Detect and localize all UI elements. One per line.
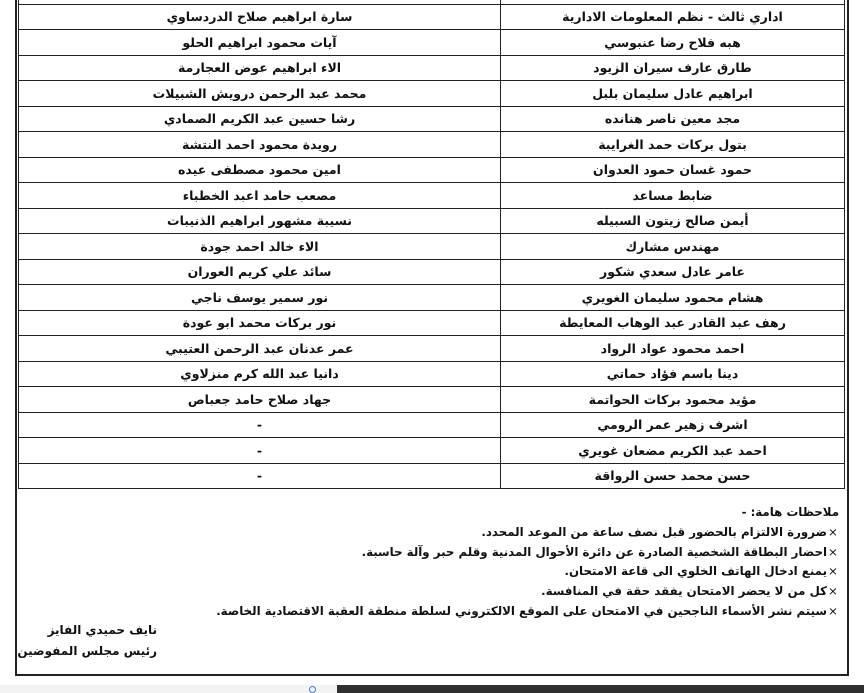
name-cell-left: - — [19, 412, 501, 438]
signatory-name: نايف حميدي الفايز — [47, 623, 157, 637]
table-row — [19, 387, 845, 413]
table-row — [19, 132, 845, 158]
name-cell-left: امين محمود مصطفى عيده — [19, 157, 501, 183]
name-cell-right: هشام محمود سليمان الغويري — [501, 285, 845, 311]
name-cell-right: حسن محمد حسن الرواقة — [501, 463, 845, 489]
document-sheet — [15, 0, 849, 676]
name-cell-right: احمد عبد الكريم مضعان غويري — [501, 438, 845, 464]
name-cell-left: جهاد صلاح حامد جعباص — [19, 387, 501, 413]
name-cell-left: سائد علي كريم العوران — [19, 259, 501, 285]
note-item — [24, 523, 839, 543]
name-cell-left: - — [19, 438, 501, 464]
name-cell-right: اشرف زهير عمر الرومي — [501, 412, 845, 438]
table-row — [19, 157, 845, 183]
name-cell-right: احمد محمود عواد الرواد — [501, 336, 845, 362]
name-cell-right: هبه فلاح رضا عنبوسي — [501, 30, 845, 56]
note-item — [24, 602, 839, 622]
name-cell-right: بتول بركات حمد الغرايبة — [501, 132, 845, 158]
viewer-dark-bar — [337, 685, 864, 693]
name-cell-left: الاء ابراهيم عوض العجارمة — [19, 55, 501, 81]
signatory-title: رئيس مجلس المفوضين — [17, 644, 157, 658]
table-row — [19, 438, 845, 464]
note-item — [24, 562, 839, 582]
name-cell-left: نور سمير يوسف ناجي — [19, 285, 501, 311]
table-row — [19, 463, 845, 489]
note-text: سيتم نشر الأسماء الناجحين في الامتحان على الموقع الالكتروني لسلطة منطقة العقبة الاقتصادية الخاصة. — [216, 603, 827, 618]
name-cell-right: اداري ثالث - نظم المعلومات الادارية — [501, 4, 845, 30]
note-text: كل من لا يحضر الامتحان يفقد حقة في المنافسة. — [541, 584, 827, 599]
names-table — [18, 0, 845, 489]
name-cell-left: رويدة محمود احمد النتشة — [19, 132, 501, 158]
table-row — [19, 285, 845, 311]
bullet-icon: × — [828, 584, 838, 599]
bullet-icon: × — [828, 564, 838, 579]
table-row — [19, 336, 845, 362]
circle-icon — [309, 686, 316, 693]
name-cell-left: الاء خالد احمد جودة — [19, 234, 501, 260]
table-row — [19, 4, 845, 30]
name-cell-left: سارة ابراهيم صلاح الدردساوي — [19, 4, 501, 30]
note-text: يمنع ادخال الهاتف الخلوي الى قاعة الامتحان. — [564, 564, 827, 579]
table-row — [19, 259, 845, 285]
name-cell-left: مصعب حامد اعبد الخطباء — [19, 183, 501, 209]
name-cell-right: ابراهيم عادل سليمان بلبل — [501, 81, 845, 107]
name-cell-left: - — [19, 463, 501, 489]
table-row — [19, 234, 845, 260]
notes-section — [24, 503, 839, 622]
notes-list — [24, 523, 839, 622]
name-cell-right: مجد معين ناصر هنانده — [501, 106, 845, 132]
name-cell-right: طارق عارف سيران الزيود — [501, 55, 845, 81]
bullet-icon: × — [828, 603, 838, 618]
note-text: احضار البطاقة الشخصية الصادرة عن دائرة الأحوال المدنية وقلم حبر وآلة حاسبة. — [361, 544, 827, 559]
names-table-body — [19, 0, 845, 489]
name-cell-left: عمر عدنان عبد الرحمن العتيبي — [19, 336, 501, 362]
name-cell-right: أيمن صالح زيتون السبيله — [501, 208, 845, 234]
bullet-icon: × — [828, 524, 838, 539]
name-cell-right: حمود غسان حمود العدوان — [501, 157, 845, 183]
table-row — [19, 412, 845, 438]
signature-block — [17, 620, 157, 662]
note-text: ضرورة الالتزام بالحضور قبل نصف ساعة من الموعد المحدد. — [481, 524, 827, 539]
table-row — [19, 30, 845, 56]
table-row — [19, 106, 845, 132]
bullet-icon: × — [828, 544, 838, 559]
notes-title: ملاحظات هامة: - — [741, 505, 839, 519]
table-row — [19, 81, 845, 107]
name-cell-right: مؤيد محمود بركات الحواتمة — [501, 387, 845, 413]
name-cell-right: رهف عبد القادر عبد الوهاب المعايطة — [501, 310, 845, 336]
name-cell-left: نور بركات محمد ابو عودة — [19, 310, 501, 336]
name-cell-right: ضابط مساعد — [501, 183, 845, 209]
note-item — [24, 543, 839, 563]
name-cell-right: مهندس مشارك — [501, 234, 845, 260]
name-cell-left: آيات محمود ابراهيم الحلو — [19, 30, 501, 56]
name-cell-right: عامر عادل سعدي شكور — [501, 259, 845, 285]
name-cell-left: دانيا عبد الله كرم منزلاوي — [19, 361, 501, 387]
table-row — [19, 361, 845, 387]
name-cell-left: رشا حسين عبد الكريم الصمادي — [19, 106, 501, 132]
table-row — [19, 183, 845, 209]
table-row — [19, 310, 845, 336]
note-item — [24, 582, 839, 602]
table-row — [19, 55, 845, 81]
name-cell-right: دينا باسم فؤاد حماتي — [501, 361, 845, 387]
table-row — [19, 208, 845, 234]
name-cell-left: نسيبة مشهور ابراهيم الذنيبات — [19, 208, 501, 234]
name-cell-left: محمد عبد الرحمن درويش الشبيلات — [19, 81, 501, 107]
